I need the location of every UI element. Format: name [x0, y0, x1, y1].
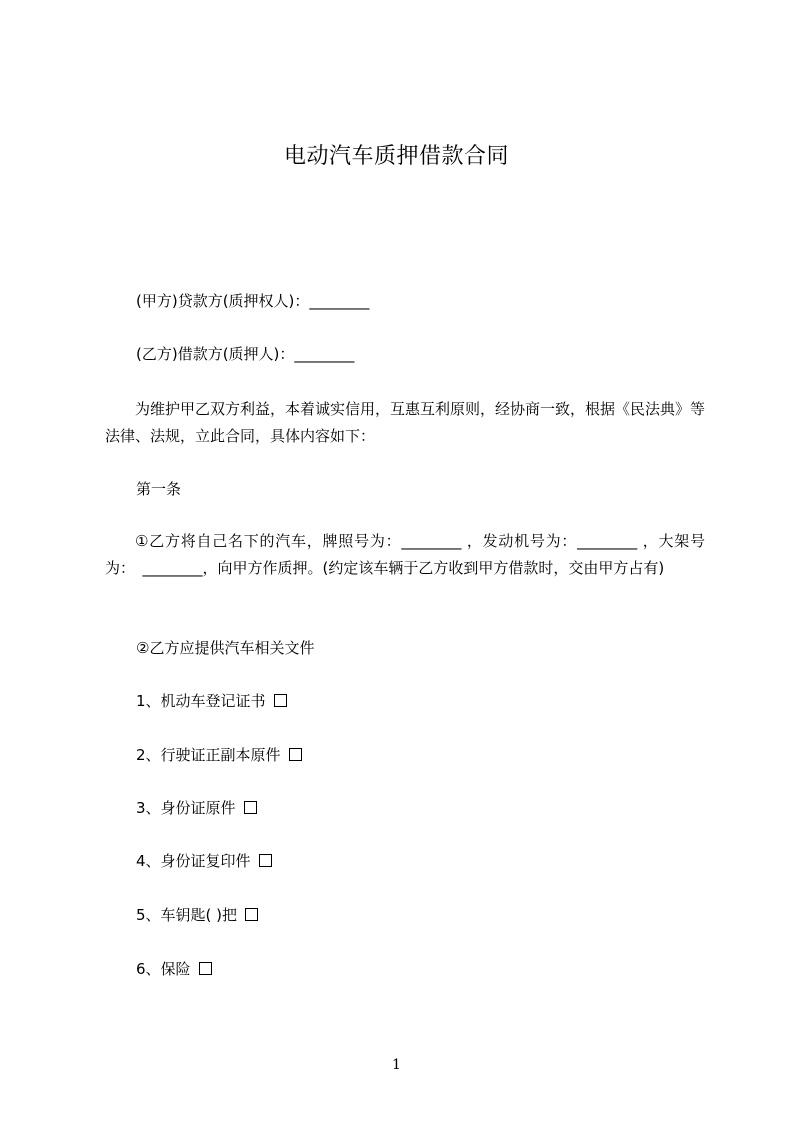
document-item-1	[136, 691, 287, 711]
item-label: 4、身份证复印件	[136, 852, 251, 870]
document-item-3	[136, 798, 257, 818]
party-b-line: (乙方)借款方(质押人)：________	[136, 345, 355, 363]
article-1-heading: 第一条	[136, 480, 182, 498]
checkbox-icon[interactable]	[245, 908, 258, 921]
item-label: 3、身份证原件	[136, 799, 236, 817]
item-label: 6、保险	[136, 960, 191, 978]
document-title: 电动汽车质押借款合同	[283, 144, 509, 169]
item-label: 5、车钥匙( )把	[136, 906, 238, 924]
checkbox-icon[interactable]	[244, 801, 257, 814]
party-a-line: (甲方)贷款方(质押权人)：________	[136, 292, 370, 310]
document-item-6	[136, 959, 212, 979]
page-number: 1	[392, 1057, 401, 1073]
document-item-5	[136, 905, 258, 925]
checkbox-icon[interactable]	[289, 748, 302, 761]
checkbox-icon[interactable]	[199, 962, 212, 975]
clause-1-paragraph: ①乙方将自己名下的汽车，牌照号为：________ ，发动机号为：________ ，大架号为： ________，向甲方作质押。(约定该车辆于乙方收到甲方借款时，交由甲方占有)	[105, 532, 705, 577]
clause-2-line: ②乙方应提供汽车相关文件	[136, 639, 315, 657]
preamble-paragraph: 为维护甲乙双方利益，本着诚实信用，互惠互利原则，经协商一致，根据《民法典》等法律、法规，立此合同，具体内容如下：	[105, 400, 706, 445]
checkbox-icon[interactable]	[259, 854, 272, 867]
item-label: 2、行驶证正副本原件	[136, 746, 281, 764]
item-label: 1、机动车登记证书	[136, 692, 266, 710]
document-item-4	[136, 851, 272, 871]
document-item-2	[136, 745, 302, 765]
checkbox-icon[interactable]	[274, 694, 287, 707]
